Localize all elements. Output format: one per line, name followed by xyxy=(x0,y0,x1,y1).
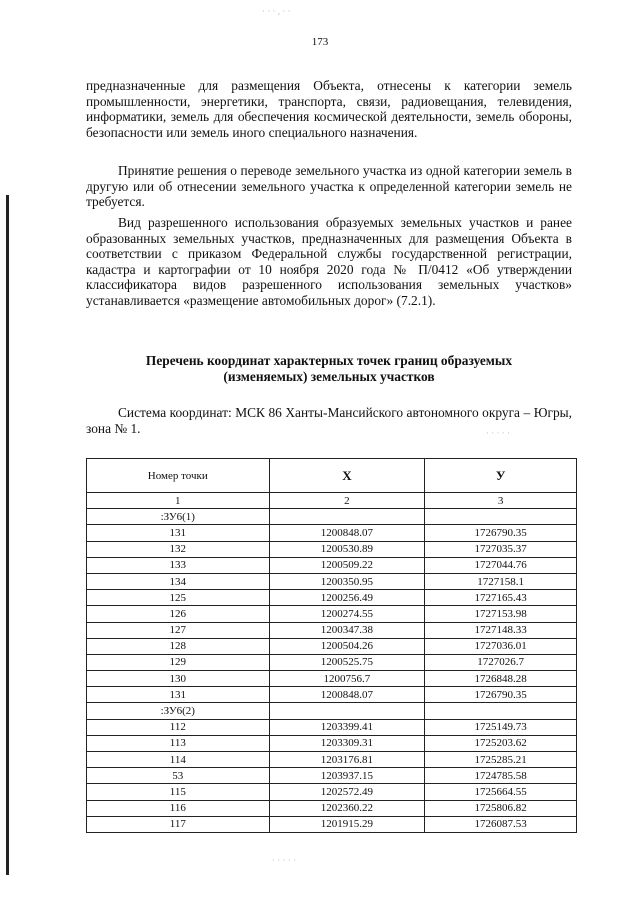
table-row xyxy=(87,557,577,573)
y-coordinate-cell: 1727165.43 xyxy=(425,590,577,606)
header-y: У xyxy=(425,459,577,493)
scan-noise-mid: · · · · · xyxy=(486,428,510,438)
y-coordinate-cell: 1727035.37 xyxy=(425,541,577,557)
table-row xyxy=(87,784,577,800)
table-body xyxy=(87,509,577,833)
paragraph-land-categories: предназначенные для размещения Объекта, отнесены к категории земель промышленности, энергетики, транспорта, связи, радиовещания, телевидения, информатики, земель для обеспечения космической деятельности, земель обороны, безопасности или земель иного специального назначения. xyxy=(86,78,572,140)
point-number-cell: 126 xyxy=(87,606,270,622)
table-row xyxy=(87,687,577,703)
table-row xyxy=(87,541,577,557)
point-number-cell: 53 xyxy=(87,768,270,784)
x-coordinate-cell: 1203309.31 xyxy=(269,735,425,751)
point-number-cell: 127 xyxy=(87,622,270,638)
group-row xyxy=(87,509,577,525)
table-row xyxy=(87,606,577,622)
point-number-cell: 112 xyxy=(87,719,270,735)
empty-cell xyxy=(269,509,425,525)
group-label: :ЗУ6(1) xyxy=(87,509,270,525)
x-coordinate-cell: 1200509.22 xyxy=(269,557,425,573)
point-number-cell: 114 xyxy=(87,752,270,768)
point-number-cell: 113 xyxy=(87,735,270,751)
y-coordinate-cell: 1727153.98 xyxy=(425,606,577,622)
point-number-cell: 134 xyxy=(87,573,270,589)
y-coordinate-cell: 1727158.1 xyxy=(425,573,577,589)
point-number-cell: 130 xyxy=(87,671,270,687)
table-row xyxy=(87,800,577,816)
group-label: :ЗУ6(2) xyxy=(87,703,270,719)
column-number: 2 xyxy=(269,493,425,509)
group-row xyxy=(87,703,577,719)
x-coordinate-cell: 1200256.49 xyxy=(269,590,425,606)
y-coordinate-cell: 1726790.35 xyxy=(425,687,577,703)
table-row xyxy=(87,654,577,670)
y-coordinate-cell: 1727044.76 xyxy=(425,557,577,573)
x-coordinate-cell: 1200756.7 xyxy=(269,671,425,687)
point-number-cell: 133 xyxy=(87,557,270,573)
x-coordinate-cell: 1200504.26 xyxy=(269,638,425,654)
point-number-cell: 131 xyxy=(87,525,270,541)
header-point-number: Номер точки xyxy=(87,459,270,493)
scan-edge-bar xyxy=(6,195,9,875)
x-coordinate-cell: 1200350.95 xyxy=(269,573,425,589)
table-row xyxy=(87,671,577,687)
y-coordinate-cell: 1724785.58 xyxy=(425,768,577,784)
column-number: 1 xyxy=(87,493,270,509)
table-row xyxy=(87,525,577,541)
point-number-cell: 125 xyxy=(87,590,270,606)
y-coordinate-cell: 1726848.28 xyxy=(425,671,577,687)
column-number: 3 xyxy=(425,493,577,509)
x-coordinate-cell: 1200848.07 xyxy=(269,525,425,541)
x-coordinate-cell: 1201915.29 xyxy=(269,816,425,832)
y-coordinate-cell: 1727026.7 xyxy=(425,654,577,670)
y-coordinate-cell: 1725806.82 xyxy=(425,800,577,816)
x-coordinate-cell: 1200530.89 xyxy=(269,541,425,557)
y-coordinate-cell: 1725664.55 xyxy=(425,784,577,800)
x-coordinate-cell: 1200848.07 xyxy=(269,687,425,703)
header-x: X xyxy=(269,459,425,493)
table-row xyxy=(87,768,577,784)
x-coordinate-cell: 1203399.41 xyxy=(269,719,425,735)
page-number: 173 xyxy=(311,36,329,48)
table-row xyxy=(87,735,577,751)
y-coordinate-cell: 1725285.21 xyxy=(425,752,577,768)
empty-cell xyxy=(425,703,577,719)
point-number-cell: 115 xyxy=(87,784,270,800)
table-row xyxy=(87,622,577,638)
y-coordinate-cell: 1725203.62 xyxy=(425,735,577,751)
table-row xyxy=(87,752,577,768)
table-header-row xyxy=(87,459,577,493)
table-row xyxy=(87,573,577,589)
coordinates-table xyxy=(86,458,577,833)
point-number-cell: 132 xyxy=(87,541,270,557)
y-coordinate-cell: 1727148.33 xyxy=(425,622,577,638)
x-coordinate-cell: 1202360.22 xyxy=(269,800,425,816)
y-coordinate-cell: 1727036.01 xyxy=(425,638,577,654)
table-row xyxy=(87,590,577,606)
x-coordinate-cell: 1200274.55 xyxy=(269,606,425,622)
x-coordinate-cell: 1200525.75 xyxy=(269,654,425,670)
scan-noise-bottom: · · · · · xyxy=(272,855,296,865)
x-coordinate-cell: 1203937.15 xyxy=(269,768,425,784)
x-coordinate-cell: 1202572.49 xyxy=(269,784,425,800)
y-coordinate-cell: 1726087.53 xyxy=(425,816,577,832)
point-number-cell: 117 xyxy=(87,816,270,832)
empty-cell xyxy=(269,703,425,719)
table-column-numbers-row xyxy=(87,493,577,509)
y-coordinate-cell: 1725149.73 xyxy=(425,719,577,735)
table-row xyxy=(87,638,577,654)
x-coordinate-cell: 1203176.81 xyxy=(269,752,425,768)
table-row xyxy=(87,719,577,735)
point-number-cell: 131 xyxy=(87,687,270,703)
section-title-line1: Перечень координат характерных точек границ образуемых xyxy=(145,353,513,368)
y-coordinate-cell: 1726790.35 xyxy=(425,525,577,541)
x-coordinate-cell: 1200347.38 xyxy=(269,622,425,638)
paragraph-permitted-use: Вид разрешенного использования образуемых земельных участков и ранее образованных земельных участков, предназначенных для размещения Объекта в соответствии с приказом Федеральной службы государственной регистрации, кадастра и картографии от 10 ноября 2020 года № П/0412 «Об утверждении классификатора видов разрешенного использования земельных участков» устанавливается «размещение автомобильных дорог» (7.2.1). xyxy=(86,215,572,308)
point-number-cell: 129 xyxy=(87,654,270,670)
point-number-cell: 116 xyxy=(87,800,270,816)
scan-noise-top: · · · , · · xyxy=(262,6,291,16)
point-number-cell: 128 xyxy=(87,638,270,654)
section-title xyxy=(86,353,572,385)
coordinate-system-text: Система координат: МСК 86 Ханты-Мансийского автономного округа – Югры, зона № 1. xyxy=(86,405,572,436)
table-row xyxy=(87,816,577,832)
empty-cell xyxy=(425,509,577,525)
section-title-line2: (изменяемых) земельных участков xyxy=(223,369,435,384)
paragraph-no-transfer: Принятие решения о переводе земельного участка из одной категории земель в другую или об отнесении земельного участка к определенной категории земель не требуется. xyxy=(86,163,572,210)
